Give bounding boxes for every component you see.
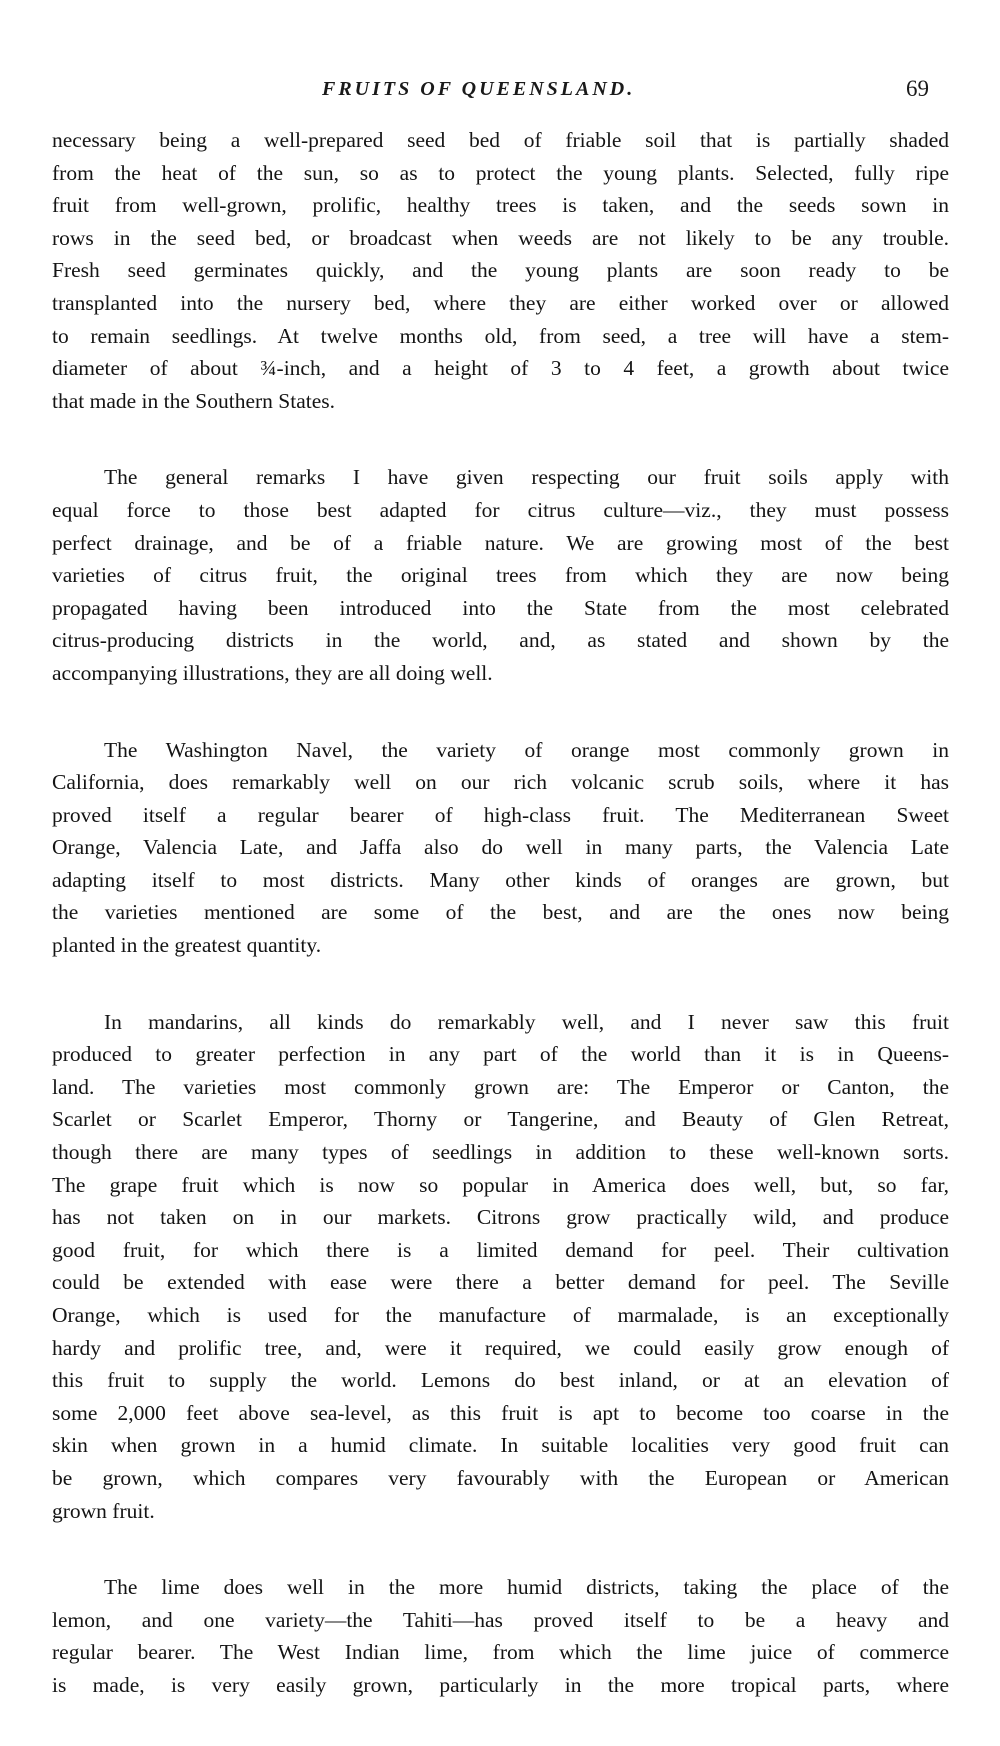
text-line: accompanying illustrations, they are all doing well. [52, 660, 493, 685]
paragraph-mandarins [52, 1006, 949, 1528]
text-line: grown fruit. [52, 1498, 155, 1523]
text-line: has not taken on in our markets. Citrons grow practically wild, and produce [52, 1205, 949, 1230]
paragraph-seed-beds [52, 124, 949, 417]
text-line: diameter of about ¾-inch, and a height of 3 to 4 feet, a growth about twice [52, 356, 949, 381]
text-line: the varieties mentioned are some of the best, and are the ones now being [52, 900, 949, 925]
text-line: The Washington Navel, the variety of orange most commonly grown in [104, 737, 949, 762]
text-line: regular bearer. The West Indian lime, from which the lime juice of commerce [52, 1640, 949, 1665]
text-line: Orange, which is used for the manufacture of marmalade, is an exceptionally [52, 1303, 949, 1327]
text-line: to remain seedlings. At twelve months old, from seed, a tree will have a stem- [52, 323, 949, 348]
text-line: lemon, and one variety—the Tahiti—has proved itself to be a heavy and [52, 1607, 949, 1632]
body-text [52, 124, 949, 1746]
text-line: planted in the greatest quantity. [52, 933, 322, 958]
paragraph-citrus-soils [52, 461, 949, 689]
text-line: citrus-producing districts in the world, and, as stated and shown by the [52, 628, 949, 653]
page-number: 69 [906, 76, 929, 101]
text-line: land. The varieties most commonly grown are: The Emperor or Canton, the [52, 1074, 949, 1099]
text-line: Fresh seed germinates quickly, and the young plants are soon ready to be [52, 258, 949, 283]
running-head [0, 72, 1000, 108]
text-line: transplanted into the nursery bed, where they are either worked over or allowed [52, 290, 949, 315]
text-line: rows in the seed bed, or broadcast when weeds are not likely to be any trouble. [52, 225, 949, 250]
text-line: could be extended with ease were there a better demand for peel. The Seville [52, 1270, 949, 1295]
text-line: that made in the Southern States. [52, 388, 336, 413]
text-line: hardy and prolific tree, and, were it required, we could easily grow enough of [52, 1335, 949, 1360]
paragraph-limes [52, 1571, 949, 1701]
text-line: Orange, Valencia Late, and Jaffa also do well in many parts, the Valencia Late [52, 835, 949, 860]
text-line: produced to greater perfection in any part of the world than it is in Queens- [52, 1042, 949, 1067]
text-line: In mandarins, all kinds do remarkably well, and I never saw this fruit [104, 1009, 949, 1034]
text-line: from the heat of the sun, so as to protect the young plants. Selected, fully ripe [52, 160, 949, 185]
text-line: The grape fruit which is now so popular in America does well, but, so far, [52, 1172, 949, 1197]
text-line: some 2,000 feet above sea-level, as this fruit is apt to become too coarse in the [52, 1400, 949, 1425]
text-line: is made, is very easily grown, particularly in the more tropical parts, where [52, 1672, 949, 1697]
text-line: adapting itself to most districts. Many other kinds of oranges are grown, but [52, 867, 949, 892]
text-line: The lime does well in the more humid districts, taking the place of the [104, 1575, 949, 1600]
text-line: though there are many types of seedlings in addition to these well-known sorts. [52, 1140, 949, 1165]
text-line: Scarlet or Scarlet Emperor, Thorny or Tangerine, and Beauty of Glen Retreat, [52, 1107, 949, 1132]
text-line: The general remarks I have given respecting our fruit soils apply with [104, 465, 949, 490]
text-line: propagated having been introduced into the State from the most celebrated [52, 595, 949, 620]
paragraph-oranges [52, 734, 949, 962]
text-line: fruit from well-grown, prolific, healthy trees is taken, and the seeds sown in [52, 193, 949, 218]
text-line: good fruit, for which there is a limited demand for peel. Their cultivation [52, 1237, 949, 1262]
text-line: necessary being a well-prepared seed bed of friable soil that is partially shaded [52, 128, 949, 152]
text-line: equal force to those best adapted for citrus culture—viz., they must possess [52, 497, 949, 522]
text-line: skin when grown in a humid climate. In suitable localities very good fruit can [52, 1433, 949, 1458]
text-line: California, does remarkably well on our rich volcanic scrub soils, where it has [52, 770, 949, 795]
text-line: proved itself a regular bearer of high-class fruit. The Mediterranean Sweet [52, 802, 949, 827]
text-line: perfect drainage, and be of a friable nature. We are growing most of the best [52, 530, 949, 555]
text-line: be grown, which compares very favourably with the European or American [52, 1465, 949, 1490]
text-line: this fruit to supply the world. Lemons do best inland, or at an elevation of [52, 1368, 949, 1393]
text-line: varieties of citrus fruit, the original trees from which they are now being [52, 563, 949, 588]
running-title: FRUITS OF QUEENSLAND. [322, 78, 636, 100]
